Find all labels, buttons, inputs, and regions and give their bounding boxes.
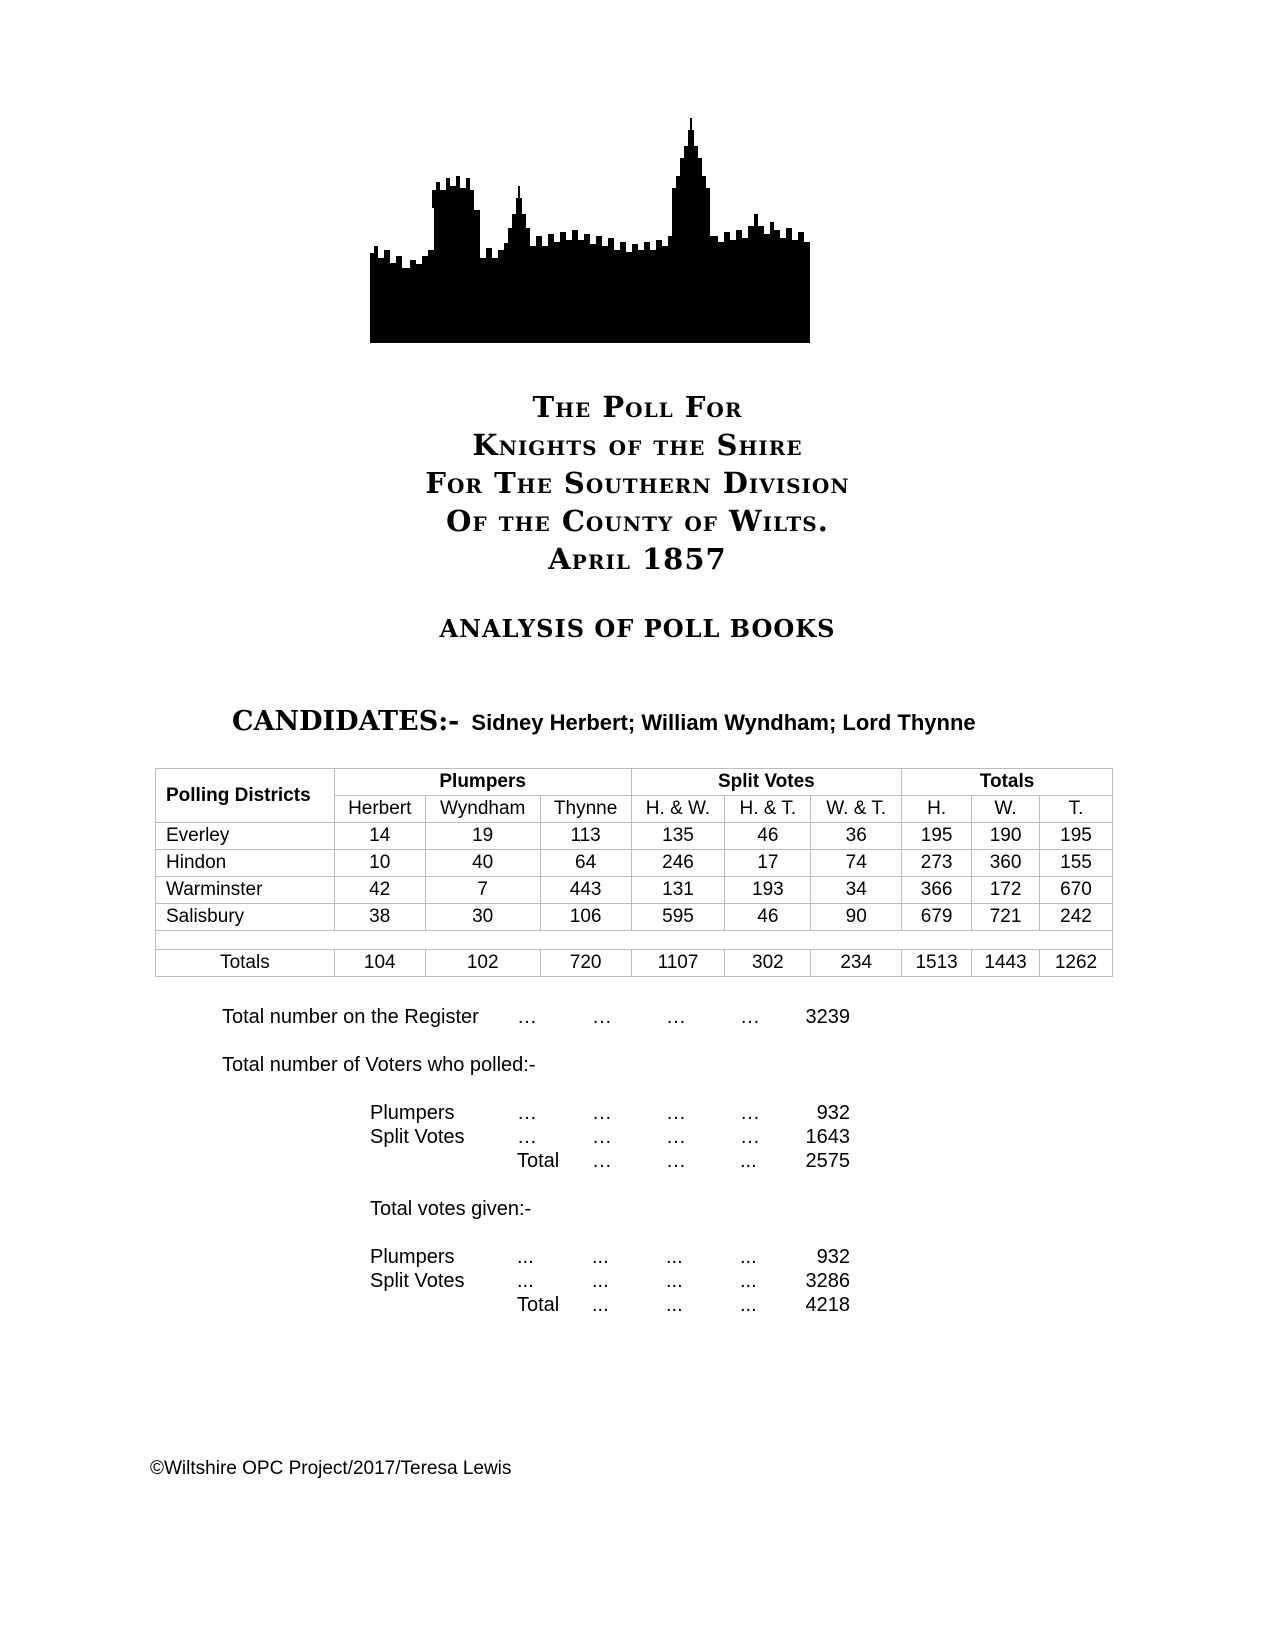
voters-split-value: 1643 <box>805 1126 850 1148</box>
title-line: For The Southern Division <box>425 466 850 500</box>
district-name: Salisbury <box>156 904 335 931</box>
voters-heading: Total number of Voters who polled:- <box>222 1054 536 1076</box>
column-header: H. & T. <box>725 796 811 823</box>
votes-split-value: 3286 <box>805 1270 850 1292</box>
voters-total-label: Total <box>517 1150 560 1172</box>
voters-total-value: 2575 <box>805 1150 850 1172</box>
title-line: April 1857 <box>548 542 727 576</box>
leader-dots: ... <box>740 1246 757 1268</box>
totals-label: Totals <box>156 950 335 977</box>
table-cell: 10 <box>334 850 425 877</box>
table-cell: 360 <box>972 850 1040 877</box>
leader-dots: … <box>592 1150 612 1172</box>
table-cell: 721 <box>972 904 1040 931</box>
leader-dots: … <box>666 1150 686 1172</box>
leader-dots: … <box>592 1006 612 1028</box>
table-cell: 193 <box>725 877 811 904</box>
leader-dots: … <box>517 1102 537 1124</box>
district-name: Everley <box>156 823 335 850</box>
votes-total-label: Total <box>517 1294 560 1316</box>
column-header: T. <box>1040 796 1113 823</box>
leader-dots: ... <box>592 1246 609 1268</box>
column-header: W. & T. <box>811 796 902 823</box>
votes-heading: Total votes given:- <box>370 1198 532 1220</box>
column-header: H. <box>902 796 972 823</box>
table-cell: 104 <box>334 950 425 977</box>
group-header-plumpers: Plumpers <box>334 769 631 796</box>
table-cell: 131 <box>631 877 725 904</box>
table-cell: 443 <box>540 877 631 904</box>
votes-split-label: Split Votes <box>370 1270 465 1292</box>
leader-dots: ... <box>666 1246 683 1268</box>
table-cell: 113 <box>540 823 631 850</box>
table-cell: 38 <box>334 904 425 931</box>
table-cell: 155 <box>1040 850 1113 877</box>
voters-plumpers-label: Plumpers <box>370 1102 455 1124</box>
leader-dots: … <box>740 1006 760 1028</box>
table-cell: 7 <box>425 877 540 904</box>
candidates-names: Sidney Herbert; William Wyndham; Lord Thynne <box>471 710 976 735</box>
table-cell: 595 <box>631 904 725 931</box>
title-line: The Poll For <box>532 390 743 424</box>
votes-plumpers-label: Plumpers <box>370 1246 455 1268</box>
table-cell: 46 <box>725 823 811 850</box>
leader-dots: … <box>666 1126 686 1148</box>
column-header: H. & W. <box>631 796 725 823</box>
table-cell: 273 <box>902 850 972 877</box>
column-header: Wyndham <box>425 796 540 823</box>
table-cell: 1262 <box>1040 950 1113 977</box>
table-cell: 106 <box>540 904 631 931</box>
table-cell: 679 <box>902 904 972 931</box>
table-cell: 1513 <box>902 950 972 977</box>
table-cell: 46 <box>725 904 811 931</box>
table-cell: 14 <box>334 823 425 850</box>
leader-dots: ... <box>517 1270 534 1292</box>
table-cell: 172 <box>972 877 1040 904</box>
group-header-split-votes: Split Votes <box>631 769 902 796</box>
district-name: Hindon <box>156 850 335 877</box>
table-cell: 242 <box>1040 904 1113 931</box>
leader-dots: ... <box>740 1294 757 1316</box>
table-cell: 42 <box>334 877 425 904</box>
leader-dots: ... <box>592 1294 609 1316</box>
leader-dots: … <box>592 1102 612 1124</box>
leader-dots: ... <box>517 1246 534 1268</box>
group-header-totals: Totals <box>902 769 1113 796</box>
leader-dots: ... <box>666 1294 683 1316</box>
table-cell: 74 <box>811 850 902 877</box>
leader-dots: … <box>666 1006 686 1028</box>
column-header: Thynne <box>540 796 631 823</box>
district-name: Warminster <box>156 877 335 904</box>
table-cell: 40 <box>425 850 540 877</box>
table-cell: 30 <box>425 904 540 931</box>
voters-split-label: Split Votes <box>370 1126 465 1148</box>
table-cell: 64 <box>540 850 631 877</box>
table-cell: 234 <box>811 950 902 977</box>
document-subtitle: ANALYSIS OF POLL BOOKS <box>439 614 836 643</box>
leader-dots: … <box>517 1126 537 1148</box>
table-cell: 720 <box>540 950 631 977</box>
candidates-label: CANDIDATES:- <box>232 706 460 737</box>
title-line: Knights of the Shire <box>472 428 803 462</box>
leader-dots: … <box>517 1006 537 1028</box>
table-cell: 1443 <box>972 950 1040 977</box>
leader-dots: … <box>740 1102 760 1124</box>
table-cell: 246 <box>631 850 725 877</box>
leader-dots: … <box>740 1126 760 1148</box>
table-cell: 135 <box>631 823 725 850</box>
table-cell: 34 <box>811 877 902 904</box>
table-cell: 195 <box>902 823 972 850</box>
title-line: Of the County of Wilts. <box>446 504 829 538</box>
table-cell: 190 <box>972 823 1040 850</box>
table-cell: 366 <box>902 877 972 904</box>
votes-total-value: 4218 <box>805 1294 850 1316</box>
voters-plumpers-value: 932 <box>816 1102 850 1124</box>
table-cell: 1107 <box>631 950 725 977</box>
table-cell: 302 <box>725 950 811 977</box>
column-header: W. <box>972 796 1040 823</box>
polling-districts-header: Polling Districts <box>156 769 335 823</box>
table-cell: 670 <box>1040 877 1113 904</box>
leader-dots: ... <box>592 1270 609 1292</box>
copyright-footer: ©Wiltshire OPC Project/2017/Teresa Lewis <box>150 1458 512 1479</box>
column-header: Herbert <box>334 796 425 823</box>
leader-dots: … <box>666 1102 686 1124</box>
table-cell: 90 <box>811 904 902 931</box>
register-label: Total number on the Register <box>222 1006 479 1028</box>
leader-dots: ... <box>740 1270 757 1292</box>
leader-dots: ... <box>740 1150 757 1172</box>
table-cell: 19 <box>425 823 540 850</box>
table-cell: 36 <box>811 823 902 850</box>
table-cell: 195 <box>1040 823 1113 850</box>
votes-plumpers-value: 932 <box>816 1246 850 1268</box>
leader-dots: … <box>592 1126 612 1148</box>
register-value: 3239 <box>805 1006 850 1028</box>
table-cell: 17 <box>725 850 811 877</box>
table-cell: 102 <box>425 950 540 977</box>
leader-dots: ... <box>666 1270 683 1292</box>
